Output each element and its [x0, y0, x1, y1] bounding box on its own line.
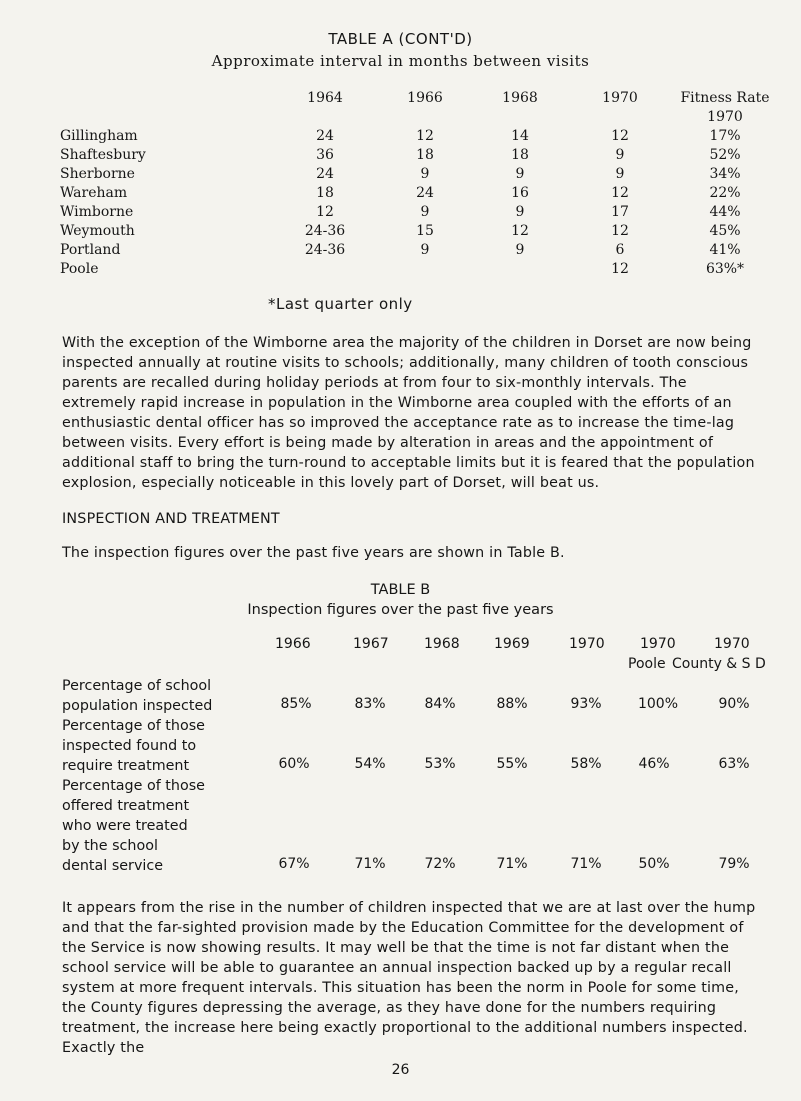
row-label: Wimborne	[60, 203, 134, 220]
cell: 18	[511, 146, 529, 163]
cell: 12	[511, 222, 529, 239]
table-b-header: 1970	[714, 636, 750, 652]
table-a	[60, 88, 770, 278]
cell: 18	[316, 184, 334, 201]
cell: 6	[615, 241, 625, 258]
table-row	[60, 145, 770, 164]
row-label: Gillingham	[60, 127, 138, 144]
table-b-row-label: Percentage of school population inspected	[62, 678, 213, 714]
cell: 71%	[496, 856, 528, 872]
cell: 9	[515, 203, 525, 220]
table-row	[60, 183, 770, 202]
cell: 100%	[637, 696, 679, 712]
cell: 12	[316, 203, 334, 220]
row-label: Wareham	[60, 184, 128, 201]
cell: 14	[511, 127, 529, 144]
cell: 50%	[638, 856, 670, 872]
table-b-header: 1966	[275, 636, 311, 652]
cell	[280, 259, 370, 278]
cell: 63%*	[705, 260, 745, 277]
cell: 46%	[638, 756, 670, 772]
row-label: Weymouth	[60, 222, 135, 239]
cell: 9	[515, 241, 525, 258]
table-b-row-label: Percentage of those inspected found to require treatment	[62, 718, 205, 774]
cell: 84%	[424, 696, 456, 712]
cell: 79%	[718, 856, 750, 872]
cell: 9	[420, 203, 430, 220]
table-b-header-sub: County & S D	[672, 656, 766, 672]
cell: 54%	[354, 756, 386, 772]
cell: 9	[420, 165, 430, 182]
table-a-header-sub: 1970	[707, 108, 743, 125]
paragraph: It appears from the rise in the number of children inspected that we are at last over the hump and that the far-sighted provision made by the Education Committee for the development of the Service is now showing results. It may well be that the time is not far distant when the school service will be able to guarantee an annual inspection backed up by a regular recall system at more frequent intervals. This situation has been the norm in Poole for some time, the County figures depressing the average, as they have done for the numbers requiring treatment, the increase here being exactly proportional to the additional numbers inspected. Exactly the	[62, 900, 756, 1056]
table-b-header: 1970	[640, 636, 676, 652]
row-label: Portland	[60, 241, 121, 258]
table-a-header: 1964	[307, 89, 343, 106]
table-a-header-row	[60, 88, 770, 107]
cell: 93%	[570, 696, 602, 712]
cell: 24-36	[304, 241, 346, 258]
cell: 12	[611, 260, 629, 277]
table-b-header: 1968	[424, 636, 460, 652]
cell: 88%	[496, 696, 528, 712]
section-heading: INSPECTION AND TREATMENT	[62, 511, 280, 527]
table-a-header: 1966	[407, 89, 443, 106]
cell: 67%	[278, 856, 310, 872]
cell: 22%	[709, 184, 741, 201]
row-label: Sherborne	[60, 165, 135, 182]
cell: 41%	[709, 241, 741, 258]
table-b-header: 1967	[353, 636, 389, 652]
cell: 60%	[278, 756, 310, 772]
cell: 18	[416, 146, 434, 163]
cell: 24-36	[304, 222, 346, 239]
cell: 71%	[354, 856, 386, 872]
table-a-subtitle: Approximate interval in months between visits	[211, 52, 590, 70]
cell: 17%	[709, 127, 741, 144]
cell: 63%	[718, 756, 750, 772]
table-row	[60, 221, 770, 240]
cell: 9	[515, 165, 525, 182]
cell: 16	[511, 184, 529, 201]
table-a-title: TABLE A (CONT'D)	[328, 30, 473, 48]
cell: 17	[611, 203, 629, 220]
table-row	[60, 259, 770, 278]
cell: 9	[615, 146, 625, 163]
cell: 90%	[718, 696, 750, 712]
paragraph: The inspection figures over the past five years are shown in Table B.	[62, 545, 565, 561]
cell: 52%	[709, 146, 741, 163]
table-b-row-label: Percentage of those offered treatment who were treated by the school dental service	[62, 778, 205, 874]
cell: 36	[316, 146, 334, 163]
cell: 12	[611, 222, 629, 239]
cell: 15	[416, 222, 434, 239]
cell: 24	[416, 184, 434, 201]
cell: 83%	[354, 696, 386, 712]
table-b-header-sub: Poole	[628, 656, 666, 672]
table-b-title: TABLE B	[370, 582, 431, 598]
row-label: Poole	[60, 260, 99, 277]
cell: 12	[611, 127, 629, 144]
cell: 9	[615, 165, 625, 182]
cell: 9	[420, 241, 430, 258]
cell	[370, 259, 480, 278]
table-row	[60, 126, 770, 145]
cell: 12	[611, 184, 629, 201]
table-row	[60, 240, 770, 259]
cell: 58%	[570, 756, 602, 772]
table-a-header: Fitness Rate	[680, 89, 770, 106]
cell: 24	[316, 127, 334, 144]
table-b-header: 1970	[569, 636, 605, 652]
table-b-header: 1969	[494, 636, 530, 652]
cell: 55%	[496, 756, 528, 772]
table-row	[60, 202, 770, 221]
table-b-subtitle: Inspection figures over the past five years	[247, 602, 554, 618]
row-label: Shaftesbury	[60, 146, 146, 163]
cell: 72%	[424, 856, 456, 872]
table-a-header: 1970	[602, 89, 638, 106]
cell: 24	[316, 165, 334, 182]
cell: 44%	[709, 203, 741, 220]
cell: 53%	[424, 756, 456, 772]
paragraph: With the exception of the Wimborne area the majority of the children in Dorset are now being inspected annually at routine visits to schools; additionally, many children of tooth conscious parents are recalled during holiday periods at from four to six-monthly intervals. The extremely rapid increase in population in the Wimborne area coupled with the efforts of an enthusiastic dental officer has so improved the acceptance rate as to increase the time-lag between visits. Every effort is being made by alteration in areas and the appointment of additional staff to bring the turn-round to acceptable limits but it is feared that the population explosion, especially noticeable in this lovely part of Dorset, will beat us.	[62, 335, 755, 491]
table-a-header: 1968	[502, 89, 538, 106]
cell: 85%	[280, 696, 312, 712]
cell: 34%	[709, 165, 741, 182]
cell	[480, 259, 560, 278]
cell: 12	[416, 127, 434, 144]
page-number: 26	[391, 1062, 410, 1078]
cell: 71%	[570, 856, 602, 872]
table-row	[60, 164, 770, 183]
cell: 45%	[709, 222, 741, 239]
table-a-footnote: *Last quarter only	[268, 295, 413, 313]
